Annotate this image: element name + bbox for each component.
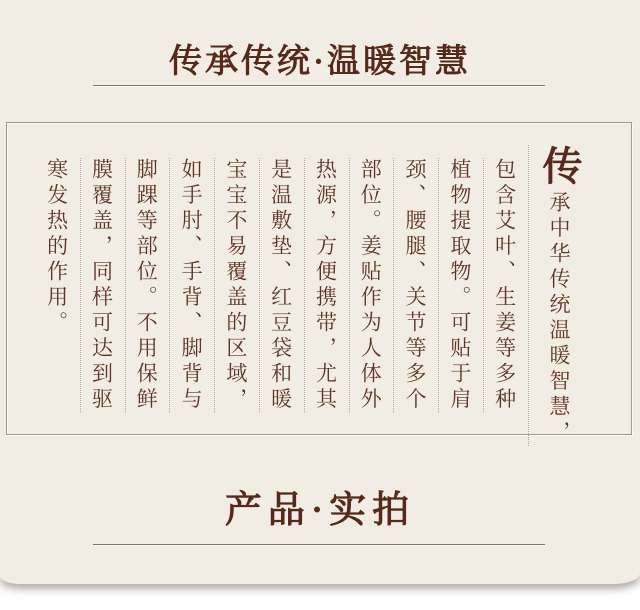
text-column-7: 是温敷垫、红豆袋和暖 <box>259 158 292 413</box>
text-column-1-body: 承中华传统温暖智慧， <box>546 191 571 446</box>
text-column-6: 热源，方便携带，尤其 <box>304 158 337 413</box>
text-column-3: 植物提取物。可贴于肩 <box>438 158 471 413</box>
text-column-12: 寒发热的作用。 <box>44 158 69 337</box>
intro-box <box>6 122 632 446</box>
text-column-11: 膜覆盖，同样可达到驱 <box>80 158 113 413</box>
title-divider-top <box>93 85 545 86</box>
text-column-2: 包含艾叶、生姜等多种 <box>483 158 516 413</box>
text-column-9: 如手肘、手背、脚背与 <box>169 158 202 413</box>
section-title-product: 产品·实拍 <box>224 490 416 531</box>
page-title: 传承传统·温暖智慧 <box>168 44 471 80</box>
title-divider-bottom <box>93 544 545 545</box>
vertical-text-area <box>7 123 631 446</box>
text-column-4: 颈、腰腿、关节等多个 <box>393 158 426 413</box>
text-column-1 <box>528 145 581 446</box>
text-column-8: 宝宝不易覆盖的区域， <box>214 158 247 413</box>
drop-cap-character: 传 <box>536 145 582 191</box>
text-column-10: 脚踝等部位。不用保鲜 <box>125 158 158 413</box>
text-column-5: 部位。姜贴作为人体外 <box>349 158 382 413</box>
